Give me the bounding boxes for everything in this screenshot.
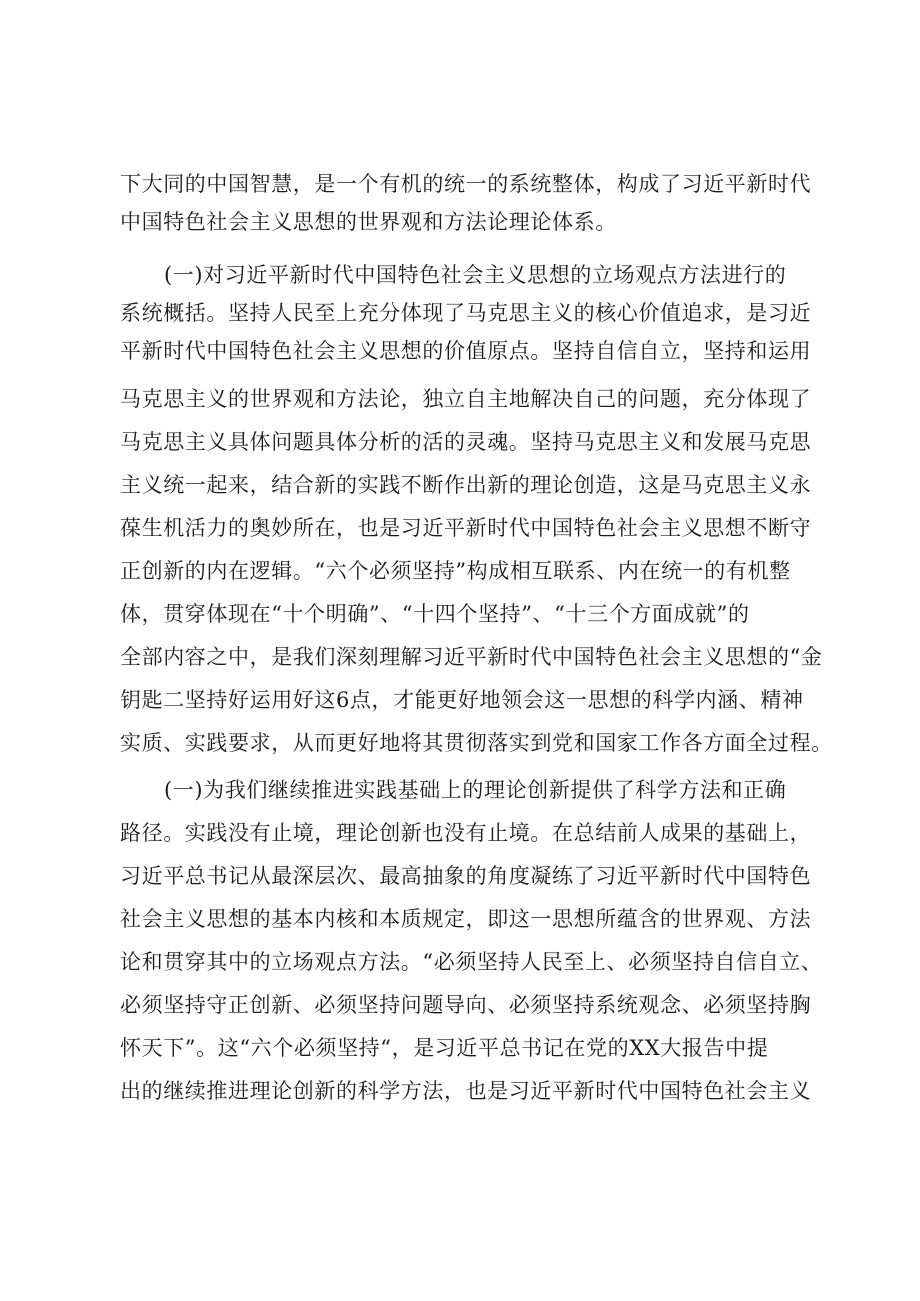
- text-line: 平新时代中国特色社会主义思想的价值原点。坚持自信自立，坚持和运用: [120, 339, 812, 363]
- text-line: 全部内容之中，是我们深刻理解习近平新时代中国特色社会主义思想的“金: [120, 645, 823, 669]
- paragraph-start-line: (一)为我们继续推进实践基础上的理论创新提供了科学方法和正确: [164, 778, 787, 802]
- text-line: 怀天下”。这“六个必须坚持“，是习近平总书记在党的XX大报告中提: [120, 1036, 769, 1060]
- text-line: 系统概括。坚持人民至上充分体现了马克思主义的核心价值追求，是习近: [120, 301, 812, 325]
- text-line: 钥匙二坚持好运用好这6点，才能更好地领会这一思想的科学内涵、精神: [120, 688, 804, 712]
- text-line: 必须坚持守正创新、必须坚持问题导向、必须坚持系统观念、必须坚持胸: [120, 993, 812, 1017]
- text-line: 实质、实践要求，从而更好地将其贯彻落实到党和国家工作各方面全过程。: [120, 731, 833, 755]
- text-line: 马克思主义的世界观和方法论，独立自主地解决自己的问题，充分体现了: [120, 387, 812, 411]
- text-line: 中国特色社会主义思想的世界观和方法论理论体系。: [120, 210, 617, 234]
- text-line: 正创新的内在逻辑。“六个必须坚持”构成相互联系、内在统一的有机整: [120, 559, 791, 583]
- text-line: 下大同的中国智慧，是一个有机的统一的系统整体，构成了习近平新时代: [120, 172, 812, 196]
- text-line: 路径。实践没有止境，理论创新也没有止境。在总结前人成果的基础上，: [120, 821, 812, 845]
- text-line: 主义统一起来，结合新的实践不断作出新的理论创造，这是马克思主义永: [120, 473, 812, 497]
- text-line: 葆生机活力的奥妙所在，也是习近平新时代中国特色社会主义思想不断守: [120, 516, 812, 540]
- text-line: 马克思主义具体问题具体分析的活的灵魂。坚持马克思主义和发展马克思: [120, 430, 812, 454]
- text-line: 习近平总书记从最深层次、最高抽象的角度凝练了习近平新时代中国特色: [120, 864, 812, 888]
- text-line: 出的继续推进理论创新的科学方法，也是习近平新时代中国特色社会主义: [120, 1079, 812, 1103]
- paragraph-start-line: (一)对习近平新时代中国特色社会主义思想的立场观点方法进行的: [164, 263, 787, 287]
- text-line: 社会主义思想的基本内核和本质规定，即这一思想所蕴含的世界观、方法: [120, 907, 812, 931]
- text-line: 体，贯穿体现在“十个明确”、“十四个坚持”、“十三个方面成就”的: [120, 602, 750, 626]
- text-line: 论和贯穿其中的立场观点方法。“必须坚持人民至上、必须坚持自信自立、: [120, 950, 823, 974]
